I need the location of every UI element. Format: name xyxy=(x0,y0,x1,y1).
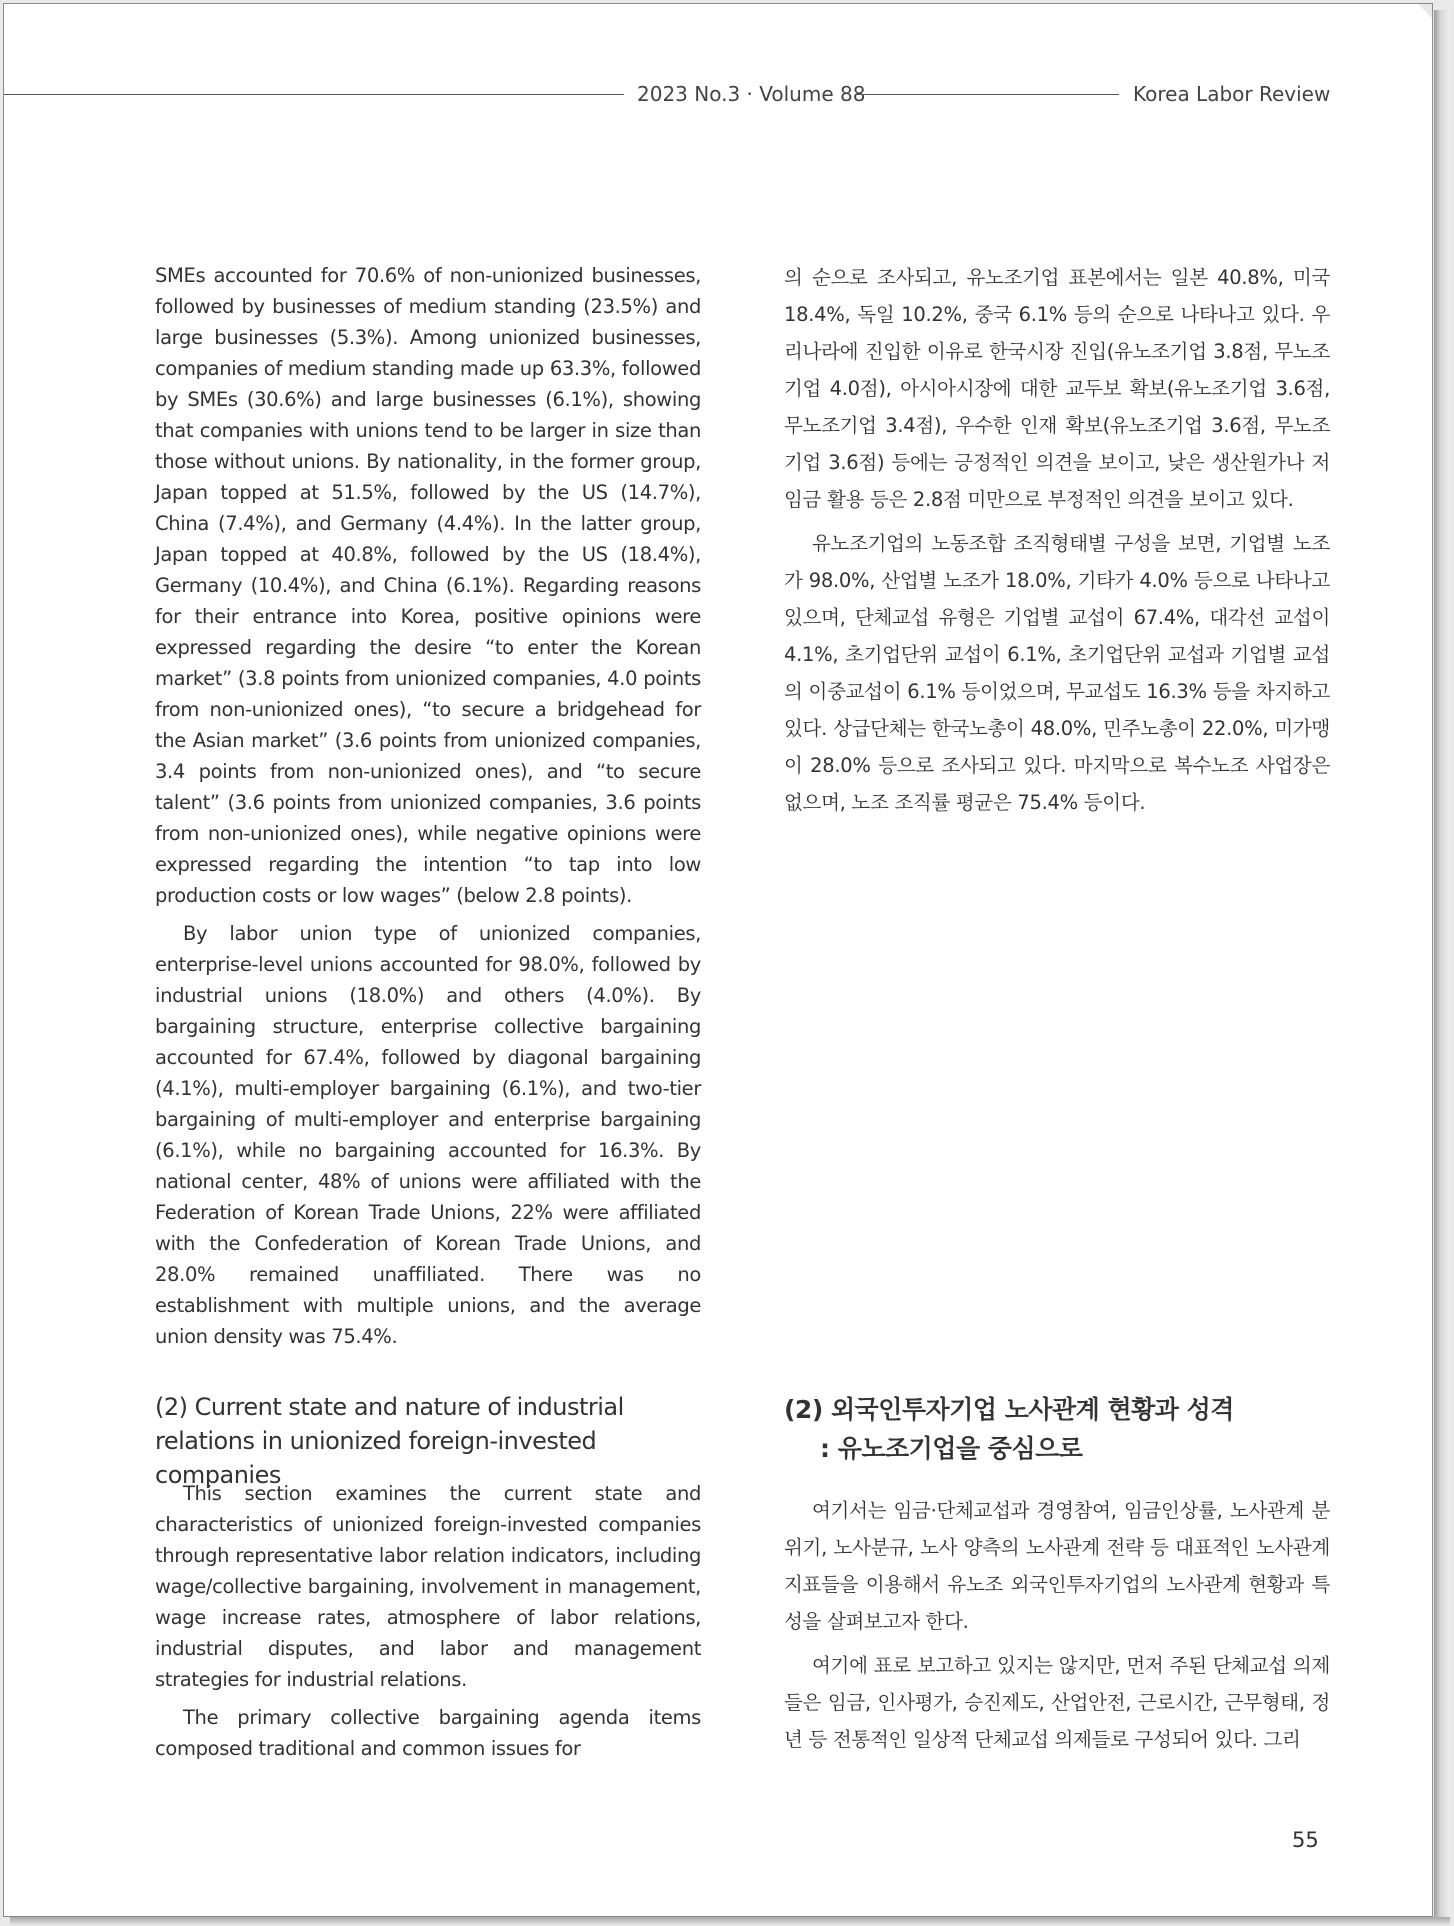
left-paragraph-1: SMEs accounted for 70.6% of non-unionized businesses, followed by businesses of medium standing (23.5%) and large businesses (5.3%). Among unionized businesses, companies of medium standing made up 63.3%, followed by SMEs (30.6%) and large businesses (6.1%), showing that companies with unions tend to be larger in size than those without unions. By nationality, in the former group, Japan topped at 51.5%, followed by the US (14.7%), China (7.4%), and Germany (4.4%). In the latter group, Japan topped at 40.8%, followed by the US (18.4%), Germany (10.4%), and China (6.1%). Regarding reasons for their entrance into Korea, positive opinions were expressed regarding the desire “to enter the Korean market” (3.8 points from unionized companies, 4.0 points from non-unionized ones), “to secure a bridgehead for the Asian market” (3.6 points from unionized companies, 3.4 points from non-unionized ones), and “to secure talent” (3.6 points from unionized companies, 3.6 points from non-unionized ones), while negative opinions were expressed regarding the intention “to tap into low production costs or low wages” (below 2.8 points). xyxy=(155,264,701,907)
header-rule-middle xyxy=(857,94,1119,95)
right-column-body xyxy=(784,259,1330,821)
left-column-section xyxy=(155,1478,701,1764)
header-rule-left xyxy=(4,94,624,95)
right-paragraph-3: 여기서는 임금·단체교섭과 경영참여, 임금인상률, 노사관계 분위기, 노사분규, 노사 양측의 노사관계 전략 등 대표적인 노사관계 지표들을 이용해서 유노조 외국인투자기업의 노사관계 현황과 특성을 살펴보고자 한다. xyxy=(784,1499,1330,1633)
left-column-body xyxy=(155,260,701,1352)
page-edge-shadow-bottom xyxy=(10,1917,1450,1925)
right-paragraph-1: 의 순으로 조사되고, 유노조기업 표본에서는 일본 40.8%, 미국 18.4%, 독일 10.2%, 중국 6.1% 등의 순으로 나타나고 있다. 우리나라에 진입한 이유로 한국시장 진입(유노조기업 3.8점, 무노조기업 4.0점), 아시아시장에 대한 교두보 확보(유노조기업 3.6점, 무노조기업 3.4점), 우수한 인재 확보(유노조기업 3.6점, 무노조기업 3.6점) 등에는 긍정적인 의견을 보이고, 낮은 생산원가나 저임금 활용 등은 2.8점 미만으로 부정적인 의견을 보이고 있다. xyxy=(784,266,1330,511)
page-number: 55 xyxy=(1292,1828,1319,1852)
document-page xyxy=(3,3,1433,1917)
right-paragraph-4: 여기에 표로 보고하고 있지는 않지만, 먼저 주된 단체교섭 의제들은 임금, 인사평가, 승진제도, 산업안전, 근로시간, 근무형태, 정년 등 전통적인 일상적 단체교섭 의제들로 구성되어 있다. 그리 xyxy=(784,1654,1330,1751)
header-issue: 2023 No.3 · Volume 88 xyxy=(637,82,866,106)
right-section-heading-line2: : 유노조기업을 중심으로 xyxy=(820,1434,1083,1463)
left-paragraph-2: By labor union type of unionized companies, enterprise-level unions accounted for 98.0%, followed by industrial unions (18.0%) and others (4.0%). By bargaining structure, enterprise collective bargaining accounted for 67.4%, followed by diagonal bargaining (4.1%), multi-employer bargaining (6.1%), and two-tier bargaining of multi-employer and enterprise bargaining (6.1%), while no bargaining accounted for 16.3%. By national center, 48% of unions were affiliated with the Federation of Korean Trade Unions, 22% were affiliated with the Confederation of Korean Trade Unions, and 28.0% remained unaffiliated. There was no establishment with multiple unions, and the average union density was 75.4%. xyxy=(155,922,701,1348)
right-column-section xyxy=(784,1492,1330,1758)
left-section-heading: (2) Current state and nature of industrial relations in unionized foreign-invested companies xyxy=(155,1393,624,1489)
page-edge-shadow-right xyxy=(1434,10,1450,1920)
page-corner-fold xyxy=(1418,4,1432,18)
header-journal-title: Korea Labor Review xyxy=(1133,82,1331,106)
right-section-heading-line1: (2) 외국인투자기업 노사관계 현황과 성격 xyxy=(784,1395,1234,1424)
left-paragraph-3: This section examines the current state and characteristics of unionized foreign-invested companies through representative labor relation indicators, including wage/collective bargaining, involvement in management, wage increase rates, atmosphere of labor relations, industrial disputes, and labor and management strategies for industrial relations. xyxy=(155,1482,701,1691)
left-paragraph-4: The primary collective bargaining agenda items composed traditional and common issues for xyxy=(155,1706,701,1760)
right-paragraph-2: 유노조기업의 노동조합 조직형태별 구성을 보면, 기업별 노조가 98.0%, 산업별 노조가 18.0%, 기타가 4.0% 등으로 나타나고 있으며, 단체교섭 유형은 기업별 교섭이 67.4%, 대각선 교섭이 4.1%, 초기업단위 교섭이 6.1%, 초기업단위 교섭과 기업별 교섭의 이중교섭이 6.1% 등이었으며, 무교섭도 16.3% 등을 차지하고 있다. 상급단체는 한국노총이 48.0%, 민주노총이 22.0%, 미가맹이 28.0% 등으로 조사되고 있다. 마지막으로 복수노조 사업장은 없으며, 노조 조직률 평균은 75.4% 등이다. xyxy=(784,532,1330,814)
